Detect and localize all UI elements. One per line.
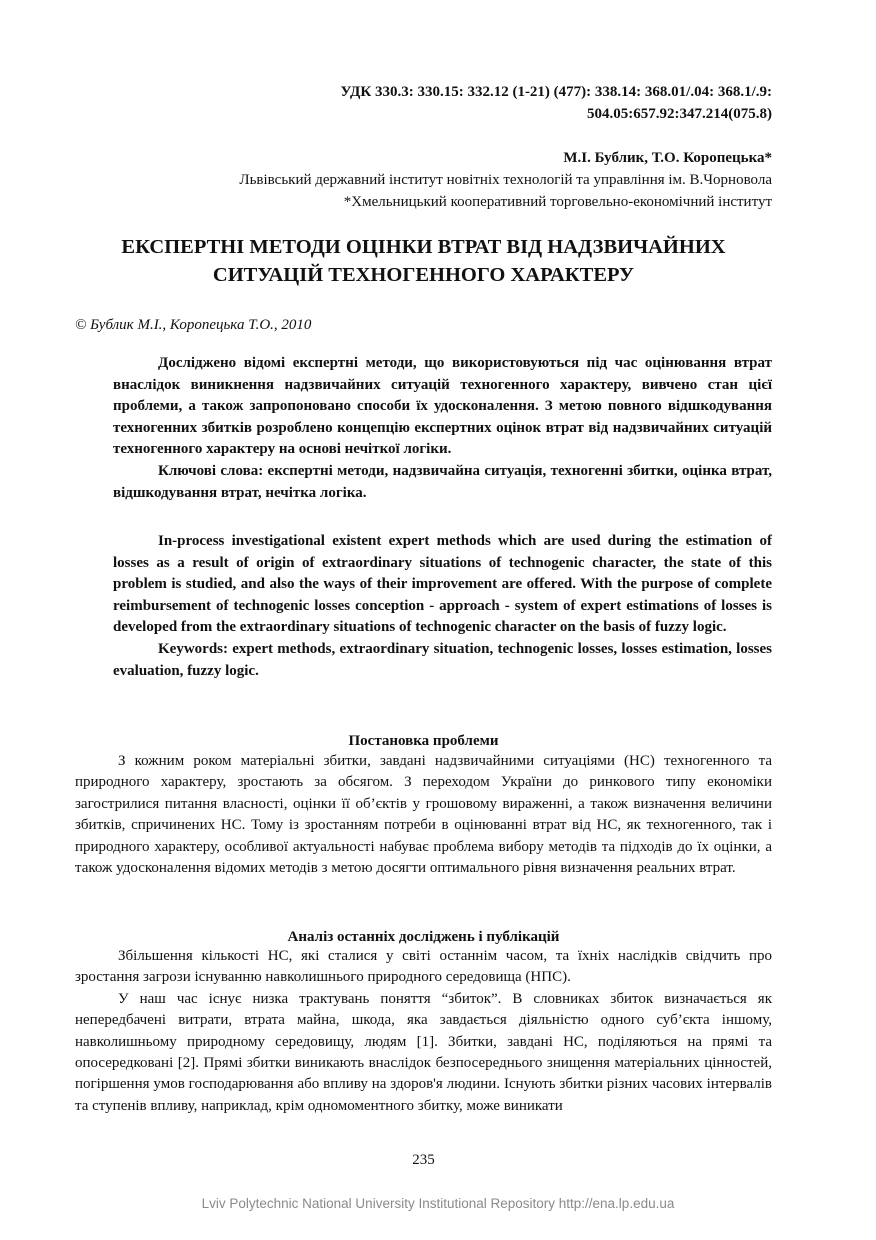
author-block <box>75 147 772 213</box>
abstract-en-keywords: Keywords: expert methods, extraordinary situation, technogenic losses, losses estimation, losses evaluation, fuzzy logic. <box>113 640 772 679</box>
title-line-1: ЕКСПЕРТНІ МЕТОДИ ОЦІНКИ ВТРАТ ВІД НАДЗВИЧАЙНИХ <box>121 236 726 258</box>
abstract-ukrainian <box>113 353 772 504</box>
section-1-body <box>75 751 772 879</box>
abstract-en-text: In-process investigational existent expert methods which are used during the estimation of losses as a result of origin of extraordinary situations of technogenic character, the state of this problem is studied, and also the ways of their improvement are offered. With the purpose of complete reimbursement of technogenic losses conception - approach - system of expert estimations of losses is developed from the extraordinary situations of technogenic character on the basis of fuzzy logic. <box>113 533 772 636</box>
copyright: © Бублик М.І., Коропецька Т.О., 2010 <box>75 317 312 333</box>
affiliation-2: *Хмельницький кооперативний торговельно-економічний інститут <box>343 194 772 210</box>
abstract-english <box>113 531 772 682</box>
section-1-paragraph-1: З кожним роком матеріальні збитки, завдані надзвичайними ситуаціями (НС) техногенного та природного характеру, зростають за обсягом. З переходом України до ринкового типу економіки загострилися питання власності, оцінки її об’єктів у грошовому вираженні, а також визначення величини збитків, спричинених НС. Тому із зростанням потреби в оцінюванні втрат від НС, як техногенного, так і природного характеру, особливої актуальності набуває проблема вибору методів та підходів до їх оцінки, а також удосконалення відомих методів з метою досягти оптимального рівня визначення реальних втрат. <box>75 753 772 877</box>
section-2-paragraph-2: У наш час існує низка трактувань поняття “збиток”. В словниках збиток визначається як непередбачені витрати, втрата майна, шкода, яка завдається діяльністю одного суб’єкта іншому, навколишньому природному середовищу, людям [1]. Збитки, завдані НС, поділяються на прямі та опосередковані [2]. Прямі збитки виникають внаслідок безпосереднього знищення матеріальних цінностей, погіршення умов господарювання або впливу на здоров'я людини. Існують збитки різних часових інтервалів та ступенів впливу, наприклад, крім одномоментного збитку, може виникати <box>75 990 772 1114</box>
title-line-2: СИТУАЦІЙ ТЕХНОГЕННОГО ХАРАКТЕРУ <box>212 264 635 286</box>
section-1-heading: Постановка проблеми <box>348 733 499 749</box>
affiliation-1: Львівський державний інститут новітніх технологій та управління ім. В.Чорновола <box>239 172 772 188</box>
udc-line-1: УДК 330.3: 330.15: 332.12 (1-21) (477): 338.14: 368.01/.04: 368.1/.9: <box>340 84 772 100</box>
section-2-paragraph-1: Збільшення кількості НС, які сталися у світі останнім часом, та їхніх наслідків свідчить про зростання загрози існуванню навколишнього природного середовища (НПС). <box>75 948 772 986</box>
udc-classification <box>75 81 772 125</box>
paper-title <box>75 233 772 289</box>
abstract-ua-keywords: Ключові слова: експертні методи, надзвичайна ситуація, техногенні збитки, оцінка втрат, відшкодування втрат, нечітка логіка. <box>113 462 772 501</box>
authors: М.І. Бублик, Т.О. Коропецька* <box>563 150 772 166</box>
page-number: 235 <box>412 1152 435 1168</box>
abstract-ua-text: Досліджено відомі експертні методи, що використовуються під час оцінювання втрат внаслідок виникнення надзвичайних ситуацій техногенного характеру, вивчено стан цієї проблеми, а також запропоновано способи їх удосконалення. З метою повного відшкодування техногенних збитків розроблено концепцію експертних оцінок втрат від надзвичайних ситуацій техногенного характеру на основі нечіткої логіки. <box>113 355 772 458</box>
repository-footer: Lviv Polytechnic National University Institutional Repository http://ena.lp.edu.ua <box>201 1196 675 1211</box>
section-2-body <box>75 946 772 1117</box>
section-2-heading: Аналіз останніх досліджень і публікацій <box>287 929 560 945</box>
udc-line-2: 504.05:657.92:347.214(075.8) <box>587 106 772 122</box>
